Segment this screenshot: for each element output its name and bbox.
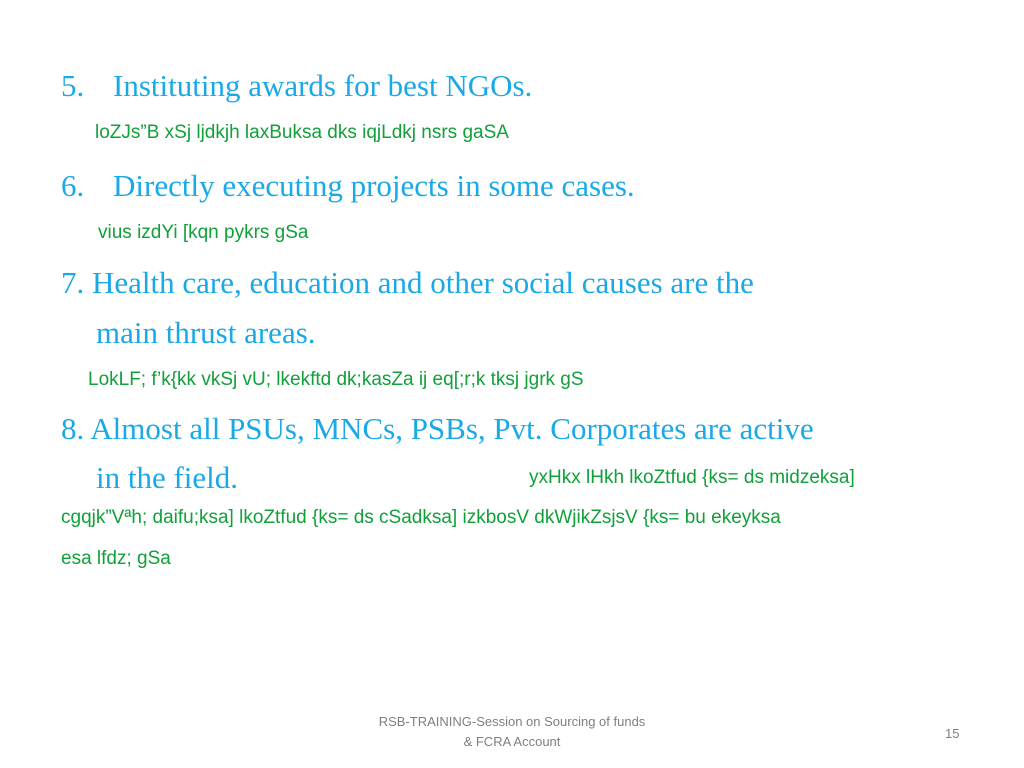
item-7-text-line2: main thrust areas. — [96, 315, 316, 350]
item-8-text-line1: 8. Almost all PSUs, MNCs, PSBs, Pvt. Corporates are active — [61, 411, 814, 446]
item-6-text: Directly executing projects in some cases. — [113, 168, 635, 203]
footer-line2: & FCRA Account — [463, 734, 561, 749]
item-8-translation-line2: cgqjk”Vªh; daifu;ksa] lkoZtfud {ks= ds cSadksa] izkbosV dkWjikZsjsV {ks= bu ekeyksa — [61, 507, 781, 528]
item-8-translation-line3: esa lfdz; gSa — [61, 548, 171, 569]
item-6-translation: vius izdYi [kqn pykrs gSa — [98, 222, 309, 243]
item-8-text-line2: in the field. — [96, 460, 239, 495]
item-7-text-line1: 7. Health care, education and other social causes are the — [61, 265, 754, 300]
item-8-translation-line1: yxHkx lHkh lkoZtfud {ks= ds midzeksa] — [529, 467, 855, 488]
item-6-number: 6. — [61, 168, 85, 203]
item-5-text: Instituting awards for best NGOs. — [113, 68, 533, 103]
item-5-number: 5. — [61, 68, 85, 103]
item-5-translation: loZJs”B xSj ljdkjh laxBuksa dks iqjLdkj nsrs gaSA — [95, 122, 509, 143]
item-7-translation: LokLF; f’k{kk vkSj vU; lkekftd dk;kasZa ij eq[;r;k tksj jgrk gS — [88, 369, 584, 390]
footer — [352, 712, 672, 752]
page-number: 15 — [945, 726, 960, 741]
footer-line1: RSB-TRAINING-Session on Sourcing of funds — [378, 714, 646, 729]
